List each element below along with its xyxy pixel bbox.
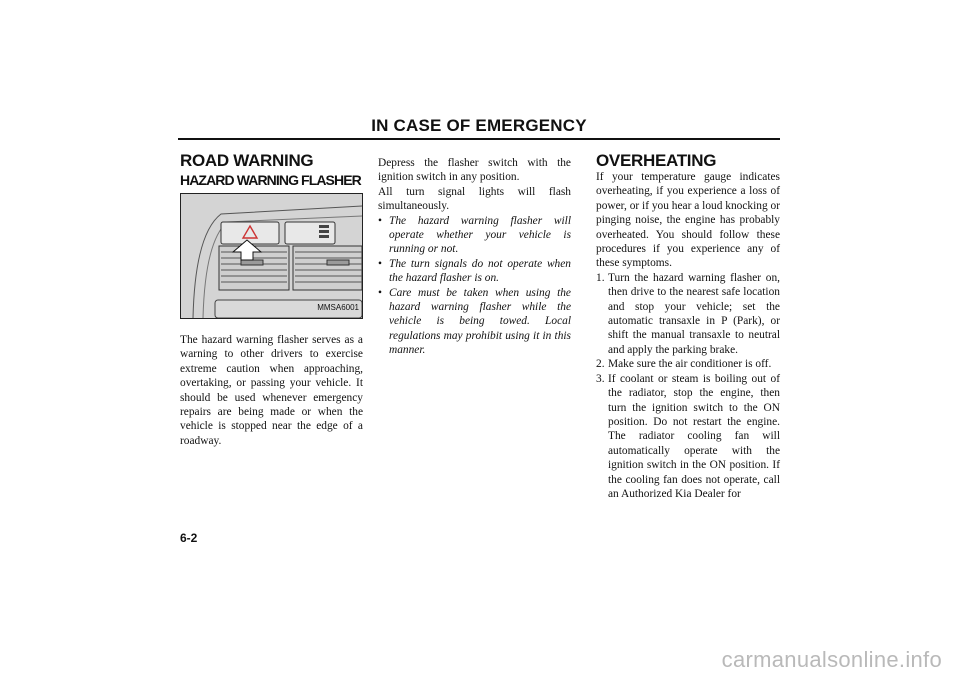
left-air-vent	[219, 246, 289, 290]
road-warning-body: The hazard warning flasher serves as a warning to other drivers to exercise extreme caution when approaching, overtaking, or passing your vehicle. It should be used whenever emergency repairs are being made or when the vehicle is stopped near the edge of a roadway.	[180, 334, 363, 447]
list-item	[596, 372, 780, 502]
overheating-column	[596, 152, 780, 501]
overheating-steps	[596, 271, 780, 502]
flasher-intro-1: Depress the flasher switch with the ignition switch in any position.	[378, 157, 571, 184]
flasher-intro-2: All turn signal lights will flash simultaneously.	[378, 185, 571, 213]
list-item: • Care must be taken when using the hazard warning flasher while the vehicle is being towed. Local regulations may prohibit using it in this manner.	[378, 286, 571, 358]
hazard-flasher-subtitle: HAZARD WARNING FLASHER	[180, 172, 361, 188]
figure-label: MMSA6001	[317, 302, 359, 312]
road-warning-column	[180, 152, 363, 448]
list-item: • The turn signals do not operate when the hazard flasher is on.	[378, 257, 571, 286]
step-number: 2.	[596, 358, 605, 371]
overheating-title: OVERHEATING	[596, 151, 717, 170]
page-header: IN CASE OF EMERGENCY	[371, 116, 587, 135]
watermark: carmanualsonline.info	[721, 647, 942, 672]
list-item: • The hazard warning flasher will operate whether your vehicle is running or not.	[378, 214, 571, 257]
flasher-notes	[378, 214, 571, 358]
header-rule	[178, 138, 780, 140]
page-number: 6-2	[180, 531, 198, 545]
list-item	[596, 271, 780, 357]
list-item	[596, 357, 780, 371]
right-air-vent	[293, 246, 362, 290]
step-text: Make sure the air conditioner is off.	[608, 358, 772, 371]
road-warning-title: ROAD WARNING	[180, 151, 314, 170]
step-number: 1.	[596, 271, 605, 284]
flasher-instructions-column	[378, 156, 571, 358]
step-number: 3.	[596, 372, 605, 385]
step-text: If coolant or steam is boiling out of the radiator, stop the engine, then turn the ignition switch to the ON position. Do not restart the engine. The radiator cooling fan will automatically operate with the ignition switch in the ON position. If the cooling fan does not operate, call an Authorized Kia Dealer for	[608, 372, 780, 500]
hazard-switch-illustration	[180, 193, 363, 319]
overheating-intro: If your temperature gauge indicates overheating, if you experience a loss of power, or if you hear a loud knocking or pinging noise, the engine has probably overheated. You should follow these procedures if you experience any of these symptoms.	[596, 171, 780, 270]
dashboard-vent-drawing	[181, 194, 362, 318]
step-text: Turn the hazard warning flasher on, then drive to the nearest safe location and stop your vehicle; set the automatic transaxle in P (Park), or shift the manual transaxle to neutral and apply the parking brake.	[608, 271, 780, 356]
